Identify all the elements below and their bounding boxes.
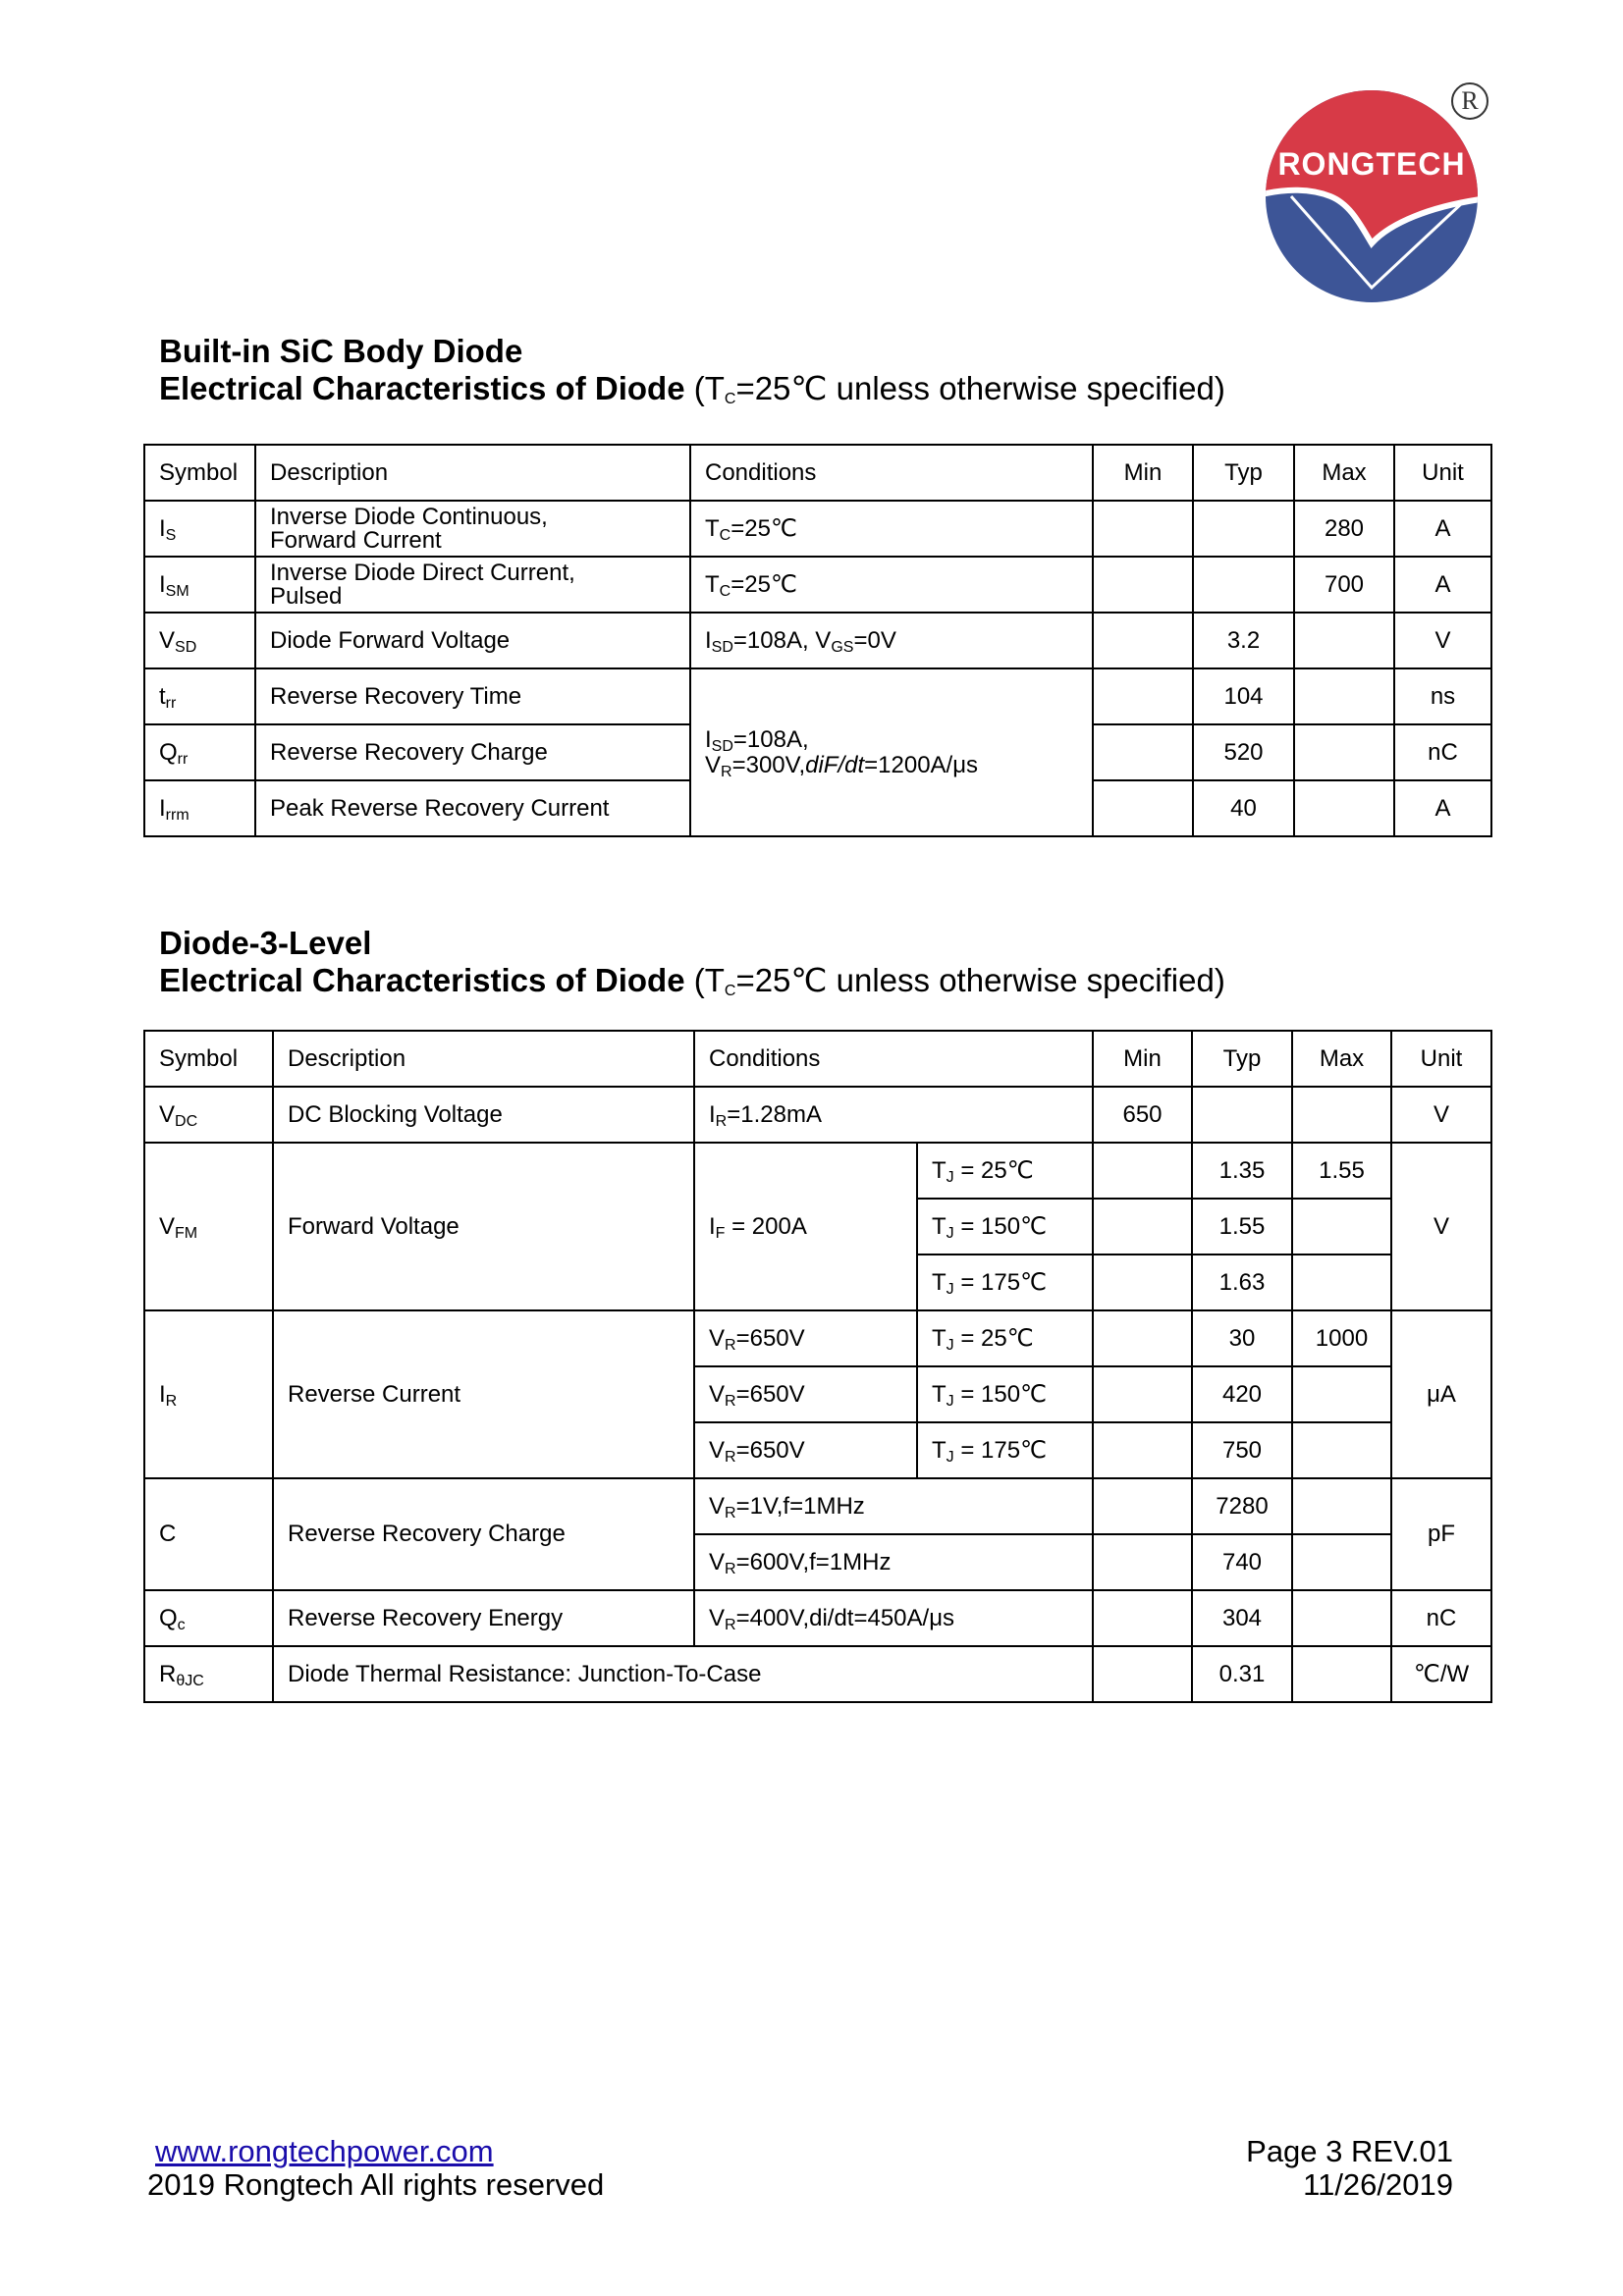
text-part: =650V xyxy=(735,1436,805,1464)
symbol-cell xyxy=(144,1087,273,1143)
subscript: C xyxy=(719,582,731,600)
text-part: =108A, V xyxy=(732,626,832,654)
description-line: Reverse Recovery Charge xyxy=(270,738,548,766)
conditions-cell xyxy=(690,557,1093,613)
header-max: Max xyxy=(1294,445,1394,501)
text-part: I xyxy=(159,794,166,822)
typ-cell: 104 xyxy=(1193,668,1294,724)
condition-line xyxy=(705,753,1092,778)
text-part: =300V, xyxy=(731,751,806,778)
header-description: Description xyxy=(255,445,690,501)
header-conditions: Conditions xyxy=(690,445,1093,501)
section2-subtitle: Electrical Characteristics of Diode ($T_C=25℃$ unless otherwise specified) xyxy=(159,962,1225,999)
description-cell: DC Blocking Voltage xyxy=(273,1087,694,1143)
description-line: Pulsed xyxy=(270,582,343,610)
subscript: R xyxy=(721,763,732,780)
text-part: = 25℃ xyxy=(953,1156,1034,1184)
text-part: V xyxy=(709,1604,726,1631)
text-part: = 25℃ xyxy=(953,1324,1034,1352)
text-part: =0V xyxy=(853,626,896,654)
min-cell xyxy=(1093,780,1193,836)
header-max: Max xyxy=(1292,1031,1391,1087)
typ-cell: 1.63 xyxy=(1192,1255,1292,1310)
typ-cell xyxy=(1193,557,1294,613)
text-part: =600V,f=1MHz xyxy=(735,1548,892,1575)
description-cell: Reverse Recovery Charge xyxy=(273,1478,694,1590)
document-date: 11/26/2019 xyxy=(1303,2167,1453,2202)
table-header-row xyxy=(144,445,1491,501)
subscript: R xyxy=(715,1112,728,1130)
conditions-cell xyxy=(694,1143,917,1310)
section1-subtitle: Electrical Characteristics of Diode ($T_C=25℃$ unless otherwise specified) xyxy=(159,370,1225,407)
header-min: Min xyxy=(1093,1031,1192,1087)
max-cell xyxy=(1292,1366,1391,1422)
symbol-cell xyxy=(144,557,255,613)
description-cell: Reverse Recovery Energy xyxy=(273,1590,694,1646)
subscript: rr xyxy=(177,750,189,768)
typ-cell: 420 xyxy=(1192,1366,1292,1422)
unit-cell: nC xyxy=(1391,1590,1491,1646)
subscript: F xyxy=(715,1224,726,1242)
subscript: J xyxy=(946,1392,954,1410)
description-cell xyxy=(255,557,690,613)
typ-cell xyxy=(1192,1087,1292,1143)
description-line: Inverse Diode Continuous, xyxy=(270,503,548,530)
tj-cell xyxy=(917,1143,1093,1199)
description-cell: Diode Thermal Resistance: Junction-To-Case xyxy=(273,1646,1093,1702)
header-unit: Unit xyxy=(1394,445,1491,501)
min-cell: 650 xyxy=(1093,1087,1192,1143)
subscript: R xyxy=(725,1448,736,1466)
symbol-cell xyxy=(144,1143,273,1310)
symbol-cell xyxy=(144,724,255,780)
symbol-cell xyxy=(144,780,255,836)
unit-cell: A xyxy=(1394,557,1491,613)
description-line: Reverse Recovery Time xyxy=(270,682,522,710)
symbol-cell xyxy=(144,1310,273,1478)
diode-3-level-table xyxy=(143,1030,1492,1703)
header-min: Min xyxy=(1093,445,1193,501)
typ-cell: 1.55 xyxy=(1192,1199,1292,1255)
min-cell xyxy=(1093,1646,1192,1702)
conditions-cell xyxy=(694,1087,1093,1143)
symbol-cell xyxy=(144,668,255,724)
max-cell xyxy=(1292,1422,1391,1478)
text-part: =650V xyxy=(735,1324,805,1352)
text-part: =1.28mA xyxy=(727,1100,822,1128)
unit-cell: pF xyxy=(1391,1478,1491,1590)
unit-cell: nC xyxy=(1394,724,1491,780)
text-part: = 150℃ xyxy=(953,1380,1048,1408)
rongtech-logo xyxy=(1262,86,1488,312)
symbol-cell xyxy=(144,1646,273,1702)
subscript: GS xyxy=(831,638,854,656)
subscript: SD xyxy=(711,638,733,656)
section2-heading: Diode-3-Level xyxy=(159,925,372,961)
description-cell: Reverse Current xyxy=(273,1310,694,1478)
subscript: S xyxy=(165,526,177,544)
text-part: t xyxy=(159,682,166,710)
subscript: rrm xyxy=(165,806,189,824)
text-part: I xyxy=(159,514,166,542)
text-part: Q xyxy=(159,1604,178,1631)
table-row-qc xyxy=(144,1590,1491,1646)
typ-cell: 30 xyxy=(1192,1310,1292,1366)
conditions-cell xyxy=(694,1590,1093,1646)
text-part: =400V,di/dt=450A/μs xyxy=(735,1604,955,1631)
text-part: V xyxy=(709,1380,726,1408)
min-cell xyxy=(1093,1199,1192,1255)
description-cell: Forward Voltage xyxy=(273,1143,694,1310)
tj-cell xyxy=(917,1422,1093,1478)
text-part: T xyxy=(932,1268,947,1296)
table-row-vdc xyxy=(144,1087,1491,1143)
condition-line xyxy=(705,727,1092,753)
max-cell: 1000 xyxy=(1292,1310,1391,1366)
subscript: C xyxy=(719,526,731,544)
subscript: R xyxy=(725,1560,736,1577)
max-cell xyxy=(1294,668,1394,724)
unit-cell: A xyxy=(1394,501,1491,557)
table-row-vfm xyxy=(144,1143,1491,1199)
tj-cell xyxy=(917,1199,1093,1255)
min-cell xyxy=(1093,1255,1192,1310)
max-cell xyxy=(1292,1534,1391,1590)
text-part: T xyxy=(932,1324,947,1352)
subscript: DC xyxy=(175,1112,198,1130)
header-symbol: Symbol xyxy=(144,1031,273,1087)
table-row xyxy=(144,668,1491,724)
text-part: T xyxy=(932,1212,947,1240)
text-part: = 150℃ xyxy=(953,1212,1048,1240)
typ-cell: 1.35 xyxy=(1192,1143,1292,1199)
unit-cell: V xyxy=(1394,613,1491,668)
text-part: =1V,f=1MHz xyxy=(735,1492,865,1520)
header-conditions: Conditions xyxy=(694,1031,1093,1087)
typ-cell: 40 xyxy=(1193,780,1294,836)
max-cell: 700 xyxy=(1294,557,1394,613)
max-cell xyxy=(1292,1087,1391,1143)
symbol-cell xyxy=(144,501,255,557)
typ-cell: 3.2 xyxy=(1193,613,1294,668)
subscript: J xyxy=(946,1224,954,1242)
text-part: V xyxy=(159,626,176,654)
registered-mark: R xyxy=(1451,82,1488,120)
typ-cell: 520 xyxy=(1193,724,1294,780)
min-cell xyxy=(1093,501,1193,557)
conditions-cell xyxy=(690,613,1093,668)
text-part: =25℃ xyxy=(730,570,797,598)
tj-cell xyxy=(917,1366,1093,1422)
subscript: SD xyxy=(175,638,197,656)
max-cell xyxy=(1292,1590,1391,1646)
subscript: J xyxy=(946,1280,954,1298)
text-part: Q xyxy=(159,738,178,766)
subscript: SM xyxy=(165,582,189,600)
min-cell xyxy=(1093,668,1193,724)
text-part: V xyxy=(709,1324,726,1352)
min-cell xyxy=(1093,1422,1192,1478)
symbol-cell xyxy=(144,613,255,668)
min-cell xyxy=(1093,1478,1192,1534)
text-part: diF/dt xyxy=(805,751,865,778)
min-cell xyxy=(1093,1534,1192,1590)
min-cell xyxy=(1093,613,1193,668)
subscript: R xyxy=(725,1616,736,1633)
min-cell xyxy=(1093,1590,1192,1646)
text-part: R xyxy=(159,1660,177,1687)
subscript: θJC xyxy=(176,1672,204,1689)
description-cell xyxy=(255,780,690,836)
text-part: I xyxy=(709,1212,716,1240)
table-row xyxy=(144,613,1491,668)
text-part: V xyxy=(159,1212,176,1240)
section1-heading: Built-in SiC Body Diode xyxy=(159,333,523,369)
subscript: C xyxy=(724,391,736,407)
text-part: = 175℃ xyxy=(953,1268,1048,1296)
text-part: (T xyxy=(684,962,725,998)
text-part: I xyxy=(709,1100,716,1128)
unit-cell: A xyxy=(1394,780,1491,836)
text-part: V xyxy=(709,1436,726,1464)
text-part: T xyxy=(932,1156,947,1184)
text-part: =108A, xyxy=(732,725,809,753)
unit-cell: V xyxy=(1391,1087,1491,1143)
tj-cell xyxy=(917,1310,1093,1366)
header-description: Description xyxy=(273,1031,694,1087)
description-line: Inverse Diode Direct Current, xyxy=(270,559,575,586)
max-cell xyxy=(1294,613,1394,668)
unit-cell: μA xyxy=(1391,1310,1491,1478)
text-part: V xyxy=(159,1100,176,1128)
text-part: T xyxy=(705,514,720,542)
subscript: J xyxy=(946,1168,954,1186)
svg-text:RONGTECH: RONGTECH xyxy=(1277,146,1466,182)
text-part: I xyxy=(159,1380,166,1408)
subscript: C xyxy=(724,983,736,999)
table-row-ir xyxy=(144,1310,1491,1366)
text-part: =25℃ unless otherwise specified) xyxy=(735,370,1225,406)
text-part: I xyxy=(159,570,166,598)
typ-cell: 304 xyxy=(1192,1590,1292,1646)
conditions-cell xyxy=(690,501,1093,557)
text-part: =650V xyxy=(735,1380,805,1408)
max-cell xyxy=(1292,1255,1391,1310)
text-part: = 175℃ xyxy=(953,1436,1048,1464)
description-cell xyxy=(255,668,690,724)
text-part: T xyxy=(932,1436,947,1464)
subscript: R xyxy=(165,1392,178,1410)
header-typ: Typ xyxy=(1193,445,1294,501)
text-part: T xyxy=(932,1380,947,1408)
text-part: T xyxy=(705,570,720,598)
symbol-cell xyxy=(144,1478,273,1590)
min-cell xyxy=(1093,1366,1192,1422)
table-row-thermal-resistance xyxy=(144,1646,1491,1702)
header-unit: Unit xyxy=(1391,1031,1491,1087)
subscript: R xyxy=(725,1392,736,1410)
unit-cell: ℃/W xyxy=(1391,1646,1491,1702)
text-part: = 200A xyxy=(725,1212,807,1240)
table-row-capacitance xyxy=(144,1478,1491,1534)
text-part: I xyxy=(705,725,712,753)
max-cell xyxy=(1294,780,1394,836)
table-row xyxy=(144,557,1491,613)
vr-cell xyxy=(694,1310,917,1366)
text-part: I xyxy=(705,626,712,654)
typ-cell: 7280 xyxy=(1192,1478,1292,1534)
max-cell: 280 xyxy=(1294,501,1394,557)
text-part: =25℃ xyxy=(730,514,797,542)
subscript: R xyxy=(725,1336,736,1354)
text-part: =1200A/μs xyxy=(864,751,979,778)
subscript: R xyxy=(725,1504,736,1522)
unit-cell: ns xyxy=(1394,668,1491,724)
page-revision: Page 3 REV.01 xyxy=(1246,2134,1453,2168)
typ-cell: 0.31 xyxy=(1192,1646,1292,1702)
max-cell xyxy=(1292,1478,1391,1534)
min-cell xyxy=(1093,724,1193,780)
text-part: =25℃ unless otherwise specified) xyxy=(735,962,1225,998)
conditions-cell xyxy=(694,1534,1093,1590)
subscript: FM xyxy=(175,1224,198,1242)
subscript: rr xyxy=(165,694,177,712)
subscript: c xyxy=(177,1616,186,1633)
header-typ: Typ xyxy=(1192,1031,1292,1087)
min-cell xyxy=(1093,1310,1192,1366)
symbol-cell xyxy=(144,1590,273,1646)
description-cell xyxy=(255,613,690,668)
text-part: C xyxy=(159,1521,177,1547)
subscript: J xyxy=(946,1336,954,1354)
description-line: Diode Forward Voltage xyxy=(270,626,511,654)
table-header-row xyxy=(144,1031,1491,1087)
subscript: SD xyxy=(711,737,733,755)
typ-cell: 750 xyxy=(1192,1422,1292,1478)
vr-cell xyxy=(694,1422,917,1478)
website-link[interactable]: www.rongtechpower.com xyxy=(155,2134,494,2168)
copyright-text: 2019 Rongtech All rights reserved xyxy=(147,2167,605,2202)
typ-cell xyxy=(1193,501,1294,557)
text-part: (T xyxy=(684,370,725,406)
text-part: V xyxy=(705,751,722,778)
max-cell: 1.55 xyxy=(1292,1143,1391,1199)
vr-cell xyxy=(694,1366,917,1422)
min-cell xyxy=(1093,557,1193,613)
header-symbol: Symbol xyxy=(144,445,255,501)
min-cell xyxy=(1093,1143,1192,1199)
conditions-cell xyxy=(694,1478,1093,1534)
text-part: V xyxy=(709,1548,726,1575)
table-row xyxy=(144,501,1491,557)
body-diode-table xyxy=(143,444,1492,837)
max-cell xyxy=(1292,1646,1391,1702)
description-line: Forward Current xyxy=(270,526,442,554)
max-cell xyxy=(1294,724,1394,780)
max-cell xyxy=(1292,1199,1391,1255)
subscript: J xyxy=(946,1448,954,1466)
conditions-cell xyxy=(690,668,1093,836)
description-cell xyxy=(255,501,690,557)
description-line: Peak Reverse Recovery Current xyxy=(270,794,610,822)
tj-cell xyxy=(917,1255,1093,1310)
text-part: V xyxy=(709,1492,726,1520)
unit-cell: V xyxy=(1391,1143,1491,1310)
description-cell xyxy=(255,724,690,780)
typ-cell: 740 xyxy=(1192,1534,1292,1590)
